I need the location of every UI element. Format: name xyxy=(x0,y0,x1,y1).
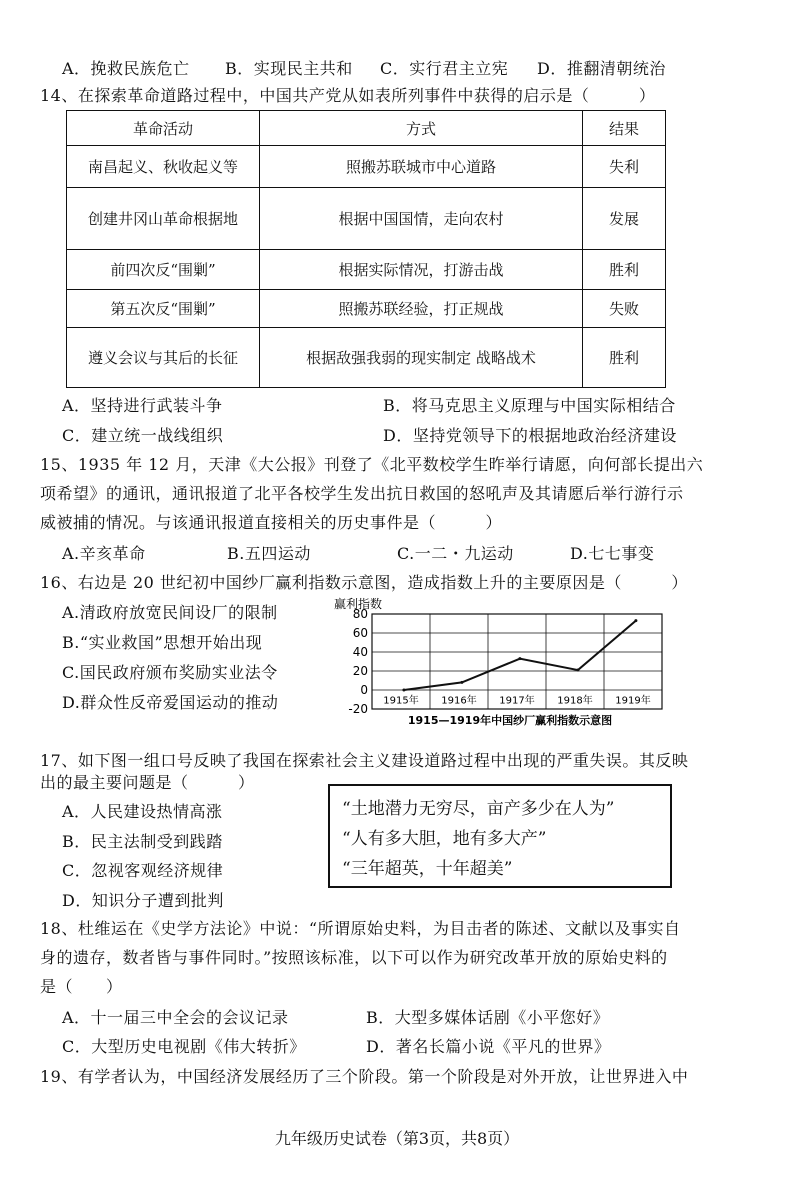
page-footer: 九年级历史试卷（第3页，共8页） xyxy=(274,1129,520,1148)
q13-option-b[interactable]: B．实现民主共和 xyxy=(225,59,353,78)
q16-stem: 16、右边是 20 世纪初中国纱厂赢利指数示意图，造成指数上升的主要原因是（ ） xyxy=(40,573,688,592)
table-cell-activity: 南昌起义、秋收起义等 xyxy=(67,146,260,188)
chart-x-tick-label: 1916年 xyxy=(441,695,477,707)
chart-x-tick-label: 1915年 xyxy=(383,695,419,707)
q17-stem-line2: 出的最主要问题是（ ） xyxy=(40,773,255,792)
q14-option-c[interactable]: C．建立统一战线组织 xyxy=(62,426,224,445)
table-row xyxy=(67,146,666,188)
q17-option-b[interactable]: B．民主法制受到践踏 xyxy=(62,832,223,851)
chart-x-tick-label: 1919年 xyxy=(615,695,651,707)
slogan-1: “土地潜力无穷尽，亩产多少在人为” xyxy=(342,799,615,819)
chart-series xyxy=(402,619,637,691)
q18-option-a[interactable]: A．十一届三中全会的会议记录 xyxy=(62,1008,289,1027)
table-cell-activity: 前四次反“围剿” xyxy=(67,250,260,290)
chart-x-tick-label: 1918年 xyxy=(557,695,593,707)
table-header-result: 结果 xyxy=(583,111,666,146)
table-cell-result: 发展 xyxy=(583,188,666,250)
profit-index-chart xyxy=(330,594,670,734)
table-cell-method: 根据实际情况，打游击战 xyxy=(260,250,583,290)
q15-stem-line2: 项希望》的通讯，通讯报道了北平各校学生发出抗日救国的怒吼声及其请愿后举行游行示 xyxy=(40,484,684,503)
q15-option-c[interactable]: C.一二・九运动 xyxy=(397,544,514,563)
q15-option-d[interactable]: D.七七事变 xyxy=(570,544,655,563)
q14-option-d[interactable]: D．坚持党领导下的根据地政治经济建设 xyxy=(383,426,677,445)
q17-option-a[interactable]: A．人民建设热情高涨 xyxy=(62,802,223,821)
chart-title: 1915—1919年中国纱厂赢利指数示意图 xyxy=(407,714,613,727)
table-row xyxy=(67,250,666,290)
slogan-box xyxy=(328,784,672,888)
q18-option-c[interactable]: C．大型历史电视剧《伟大转折》 xyxy=(62,1037,306,1056)
table-cell-activity: 遵义会议与其后的长征 xyxy=(67,328,260,388)
table-cell-result: 胜利 xyxy=(583,250,666,290)
table-cell-method: 根据敌强我弱的现实制定 战略战术 xyxy=(260,328,583,388)
chart-series-line xyxy=(404,621,636,690)
table-row xyxy=(67,290,666,328)
chart-data-point xyxy=(634,619,637,622)
chart-data-point xyxy=(460,681,463,684)
q18-stem-line2: 身的遗存，数者皆与事件同时。”按照该标准，以下可以作为研究改革开放的原始史料的 xyxy=(40,948,668,967)
chart-x-tick-label: 1917年 xyxy=(499,695,535,707)
q15-option-a[interactable]: A.辛亥革命 xyxy=(62,544,146,563)
table-cell-method: 照搬苏联经验，打正规战 xyxy=(260,290,583,328)
chart-data-point xyxy=(576,669,579,672)
table-cell-method: 根据中国国情，走向农村 xyxy=(260,188,583,250)
chart-data-point xyxy=(402,689,405,692)
chart-data-point xyxy=(518,657,521,660)
q13-option-c[interactable]: C．实行君主立宪 xyxy=(380,59,509,78)
table-cell-activity: 第五次反“围剿” xyxy=(67,290,260,328)
q14-stem: 14、在探索革命道路过程中，中国共产党从如表所列事件中获得的启示是（ ） xyxy=(40,86,656,105)
chart-y-tick-label: 80 xyxy=(352,607,368,621)
q17-option-c[interactable]: C．忽视客观经济规律 xyxy=(62,861,224,880)
chart-x-ticks xyxy=(383,694,650,707)
table-row xyxy=(67,188,666,250)
q18-stem-line1: 18、杜维运在《史学方法论》中说：“所谓原始史料，为目击者的陈述、文献以及事实自 xyxy=(40,919,681,938)
q13-option-d[interactable]: D．推翻清朝统治 xyxy=(537,59,666,78)
q17-option-d[interactable]: D．知识分子遭到批判 xyxy=(62,891,224,910)
table-cell-activity: 创建井冈山革命根据地 xyxy=(67,188,260,250)
q14-option-a[interactable]: A．坚持进行武装斗争 xyxy=(62,396,223,415)
q16-option-c[interactable]: C.国民政府颁布奖励实业法令 xyxy=(62,663,278,682)
table-row xyxy=(67,328,666,388)
q16-option-d[interactable]: D.群众性反帝爱国运动的推动 xyxy=(62,693,279,712)
q14-option-b[interactable]: B．将马克思主义原理与中国实际相结合 xyxy=(383,396,676,415)
table-cell-result: 失利 xyxy=(583,146,666,188)
q16-option-a[interactable]: A.清政府放宽民间设厂的限制 xyxy=(62,603,278,622)
q18-option-d[interactable]: D．著名长篇小说《平凡的世界》 xyxy=(366,1037,611,1056)
chart-y-ticks xyxy=(348,607,368,716)
q17-stem-line1: 17、如下图一组口号反映了我国在探索社会主义建设道路过程中出现的严重失误。其反映 xyxy=(40,751,689,770)
q15-option-b[interactable]: B.五四运动 xyxy=(227,544,311,563)
table-cell-result: 失败 xyxy=(583,290,666,328)
table-header-activity: 革命活动 xyxy=(67,111,260,146)
chart-y-tick-label: 0 xyxy=(360,683,368,697)
q19-stem-line1: 19、有学者认为，中国经济发展经历了三个阶段。第一个阶段是对外开放，让世界进入中 xyxy=(40,1067,689,1086)
table-header-method: 方式 xyxy=(260,111,583,146)
table-cell-method: 照搬苏联城市中心道路 xyxy=(260,146,583,188)
q18-stem-line3: 是（ ） xyxy=(40,977,123,996)
q13-option-a[interactable]: A．挽救民族危亡 xyxy=(62,59,190,78)
chart-y-tick-label: 60 xyxy=(352,626,368,640)
table-cell-result: 胜利 xyxy=(583,328,666,388)
chart-y-tick-label: -20 xyxy=(348,702,368,716)
chart-y-tick-label: 40 xyxy=(352,645,368,659)
q16-option-b[interactable]: B.“实业救国”思想开始出现 xyxy=(62,633,263,652)
chart-y-tick-label: 20 xyxy=(352,664,368,678)
revolution-table xyxy=(66,110,666,388)
q18-option-b[interactable]: B．大型多媒体话剧《小平您好》 xyxy=(366,1008,610,1027)
q15-stem-line3: 威被捕的情况。与该通讯报道直接相关的历史事件是（ ） xyxy=(40,513,503,532)
slogan-2: “人有多大胆，地有多大产” xyxy=(342,829,547,849)
chart-ylabel: 赢利指数 xyxy=(334,597,383,611)
q15-stem-line1: 15、1935 年 12 月，天津《大公报》刊登了《北平数校学生昨举行请愿，向何部长提出六 xyxy=(40,455,704,474)
table-header-row xyxy=(67,111,666,146)
slogan-3: “三年超英，十年超美” xyxy=(342,859,513,879)
